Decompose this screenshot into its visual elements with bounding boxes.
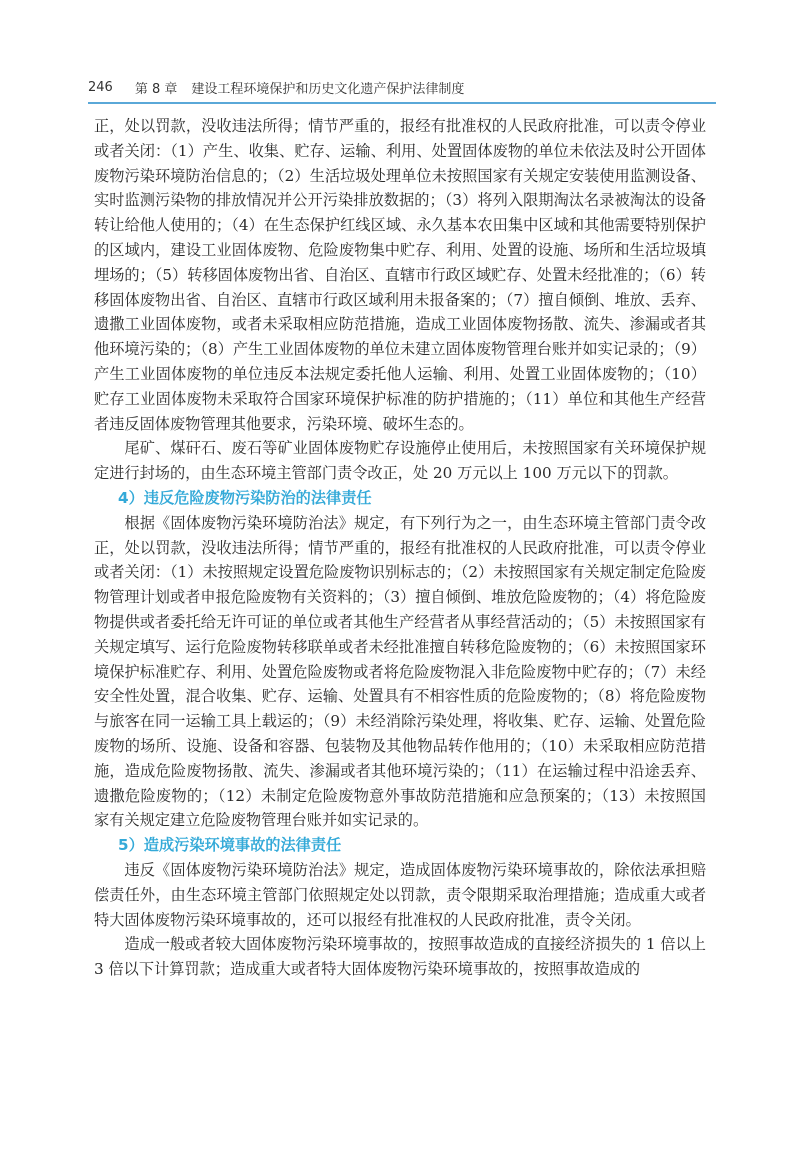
header-rule xyxy=(88,102,716,104)
page-body xyxy=(94,114,706,982)
section-heading-pollution-accident: 5）造成污染环境事故的法律责任 xyxy=(118,836,342,855)
paragraph-continued: 正，处以罚款，没收违法所得；情节严重的，报经有批准权的人民政府批准，可以责令停业或者关闭：（1）产生、收集、贮存、运输、利用、处置固体废物的单位未依法及时公开固体废物污染环境防治信息的；（2）生活垃圾处理单位未按照国家有关规定安装使用监测设备、实时监测污染物的排放情况并公开污染排放数据的；（3）将列入限期淘汰名录被淘汰的设备转让给他人使用的；（4）在生态保护红线区域、永久基本农田集中区域和其他需要特别保护的区域内，建设工业固体废物、危险废物集中贮存、利用、处置的设施、场所和生活垃圾填埋场的；（5）转移固体废物出省、自治区、直辖市行政区域贮存、处置未经批准的；（6）转移固体废物出省、自治区、直辖市行政区域利用未报备案的；（7）擅自倾倒、堆放、丢弃、遗撒工业固体废物，或者未采取相应防范措施，造成工业固体废物扬散、流失、渗漏或者其他环境污染的；（8）产生工业固体废物的单位未建立固体废物管理台账并如实记录的；（9）产生工业固体废物的单位违反本法规定委托他人运输、利用、处置工业固体废物的；（10）贮存工业固体废物未采取符合国家环境保护标准的防护措施的；（11）单位和其他生产经营者违反固体废物管理其他要求，污染环境、破坏生态的。 xyxy=(94,117,706,433)
paragraph-tailings: 尾矿、煤矸石、废石等矿业固体废物贮存设施停止使用后，未按照国家有关环境保护规定进行封场的，由生态环境主管部门责令改正，处 20 万元以上 100 万元以下的罚款。 xyxy=(94,439,706,483)
paragraph-fines: 造成一般或者较大固体废物污染环境事故的，按照事故造成的直接经济损失的 1 倍以上 3 倍以下计算罚款；造成重大或者特大固体废物污染环境事故的，按照事故造成的 xyxy=(94,935,706,979)
paragraph-pollution-accident: 违反《固体废物污染环境防治法》规定，造成固体废物污染环境事故的，除依法承担赔偿责任外，由生态环境主管部门依照规定处以罚款，责令限期采取治理措施；造成重大或者特大固体废物污染环境事故的，还可以报经有批准权的人民政府批准，责令关闭。 xyxy=(94,860,706,929)
chapter-label: 第 8 章 xyxy=(134,82,178,97)
paragraph-hazardous-waste: 根据《固体废物污染环境防治法》规定，有下列行为之一，由生态环境主管部门责令改正，处以罚款，没收违法所得；情节严重的，报经有批准权的人民政府批准，可以责令停业或者关闭：（1）未按照规定设置危险废物识别标志的；（2）未按照国家有关规定制定危险废物管理计划或者申报危险废物有关资料的；（3）擅自倾倒、堆放危险废物的；（4）将危险废物提供或者委托给无许可证的单位或者其他生产经营者从事经营活动的；（5）未按照国家有关规定填写、运行危险废物转移联单或者未经批准擅自转移危险废物的；（6）未按照国家环境保护标准贮存、利用、处置危险废物或者将危险废物混入非危险废物中贮存的；（7）未经安全性处置，混合收集、贮存、运输、处置具有不相容性质的危险废物的；（8）将危险废物与旅客在同一运输工具上载运的；（9）未经消除污染处理，将收集、贮存、运输、处置危险废物的场所、设施、设备和容器、包装物及其他物品转作他用的；（10）未采取相应防范措施，造成危险废物扬散、流失、渗漏或者其他环境污染的；（11）在运输过程中沿途丢弃、遗撒危险废物的；（12）未制定危险废物意外事故防范措施和应急预案的；（13）未按照国家有关规定建立危险废物管理台账并如实记录的。 xyxy=(94,513,706,830)
running-header xyxy=(88,78,716,98)
chapter-title: 建设工程环境保护和历史文化遗产保护法律制度 xyxy=(191,82,465,97)
page-number: 246 xyxy=(88,80,113,95)
section-heading-hazardous-waste: 4）违反危险废物污染防治的法律责任 xyxy=(118,488,372,507)
